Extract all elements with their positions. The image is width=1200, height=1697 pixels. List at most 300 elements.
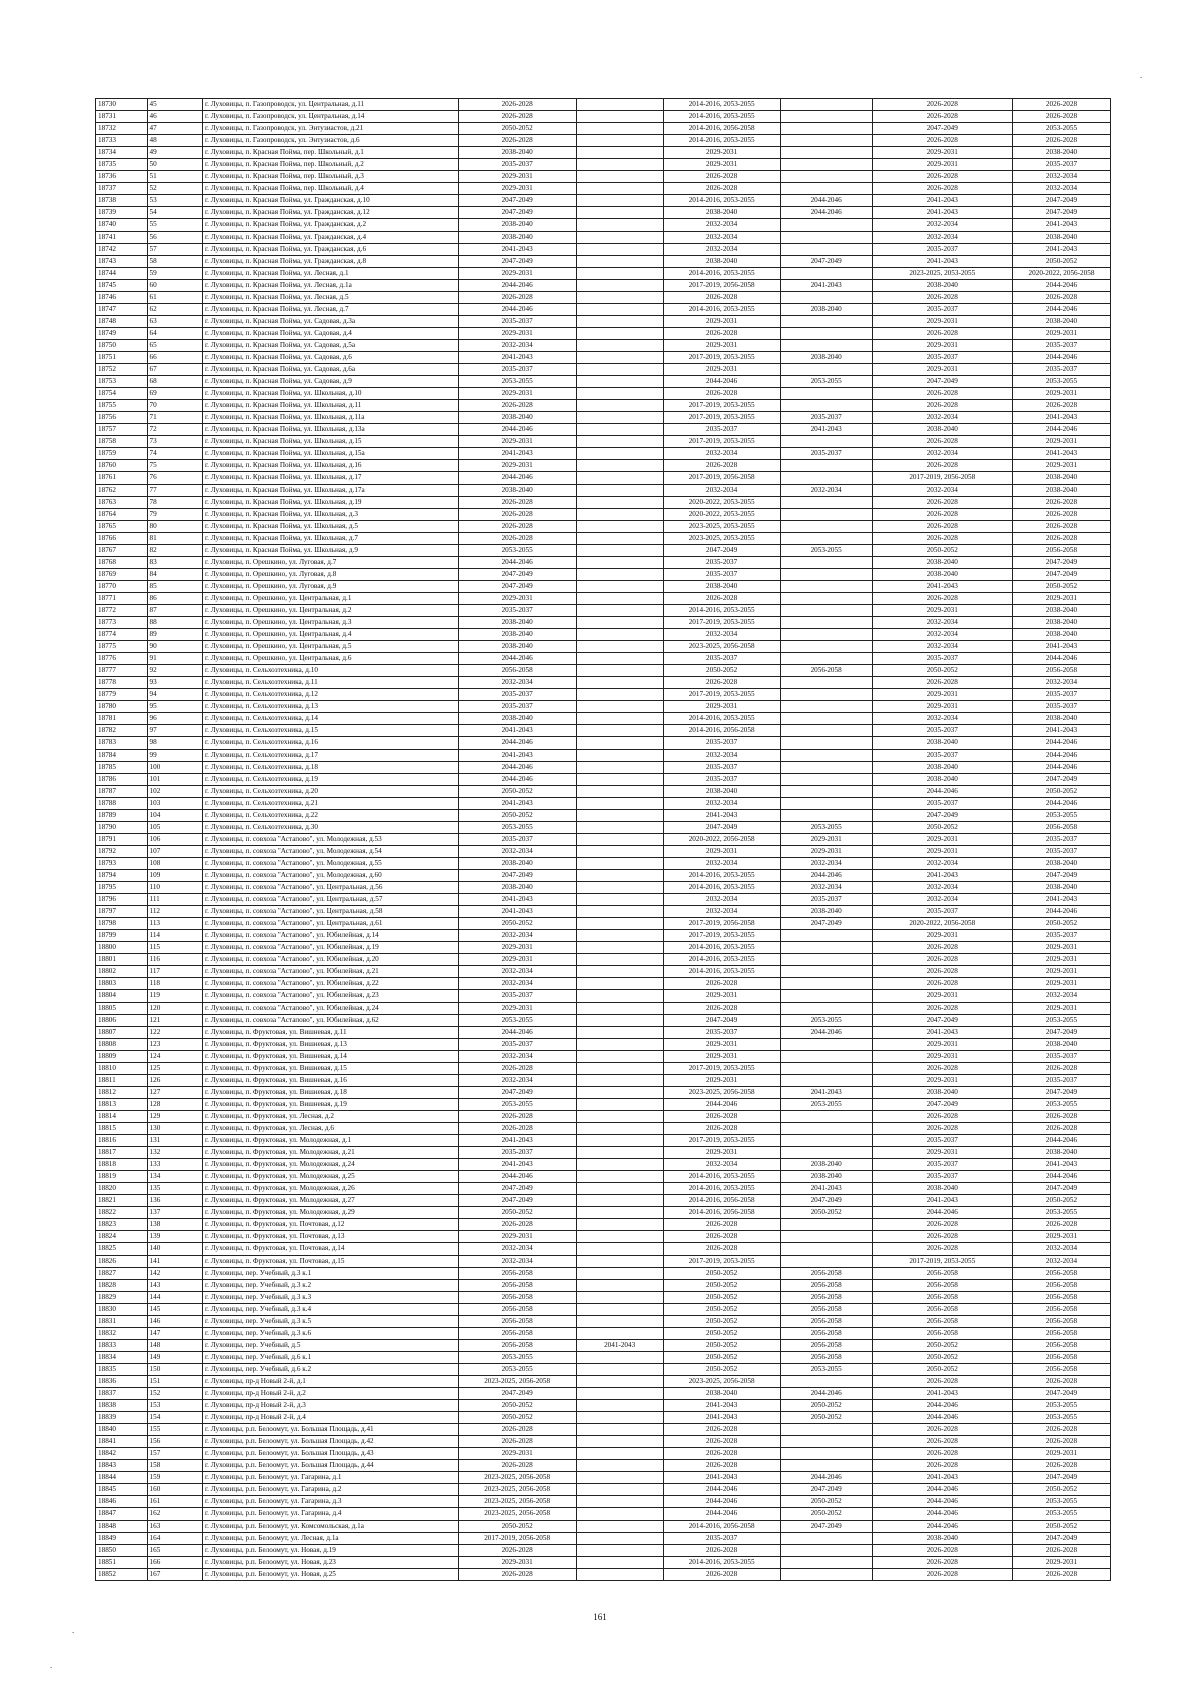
cell-record-id: 18779 <box>96 689 148 701</box>
table-row <box>96 761 1111 773</box>
cell-period-2 <box>576 845 663 857</box>
cell-record-id: 18744 <box>96 267 148 279</box>
cell-period-1: 2026-2028 <box>458 135 576 147</box>
cell-period-2 <box>576 713 663 725</box>
cell-row-number: 152 <box>147 1388 203 1400</box>
cell-period-3: 2050-2052 <box>663 665 780 677</box>
cell-period-4: 2038-2040 <box>780 303 872 315</box>
cell-period-3: 2017-2019, 2053-2055 <box>663 617 780 629</box>
cell-period-1: 2047-2049 <box>458 1388 576 1400</box>
cell-period-6: 2050-2052 <box>1012 1195 1110 1207</box>
cell-record-id: 18734 <box>96 147 148 159</box>
cell-period-5: 2017-2019, 2053-2055 <box>872 1255 1012 1267</box>
cell-period-4 <box>780 171 872 183</box>
cell-row-number: 89 <box>147 629 203 641</box>
cell-period-6: 2026-2028 <box>1012 520 1110 532</box>
cell-period-2 <box>576 99 663 111</box>
cell-period-2 <box>576 966 663 978</box>
cell-row-number: 100 <box>147 761 203 773</box>
cell-period-4: 2041-2043 <box>780 1183 872 1195</box>
cell-period-6: 2047-2049 <box>1012 568 1110 580</box>
cell-period-4 <box>780 990 872 1002</box>
cell-address: г. Луховицы, п. Красная Пойма, ул. Гражданская, д.2 <box>203 219 459 231</box>
cell-row-number: 87 <box>147 604 203 616</box>
table-row <box>96 797 1111 809</box>
table-row <box>96 580 1111 592</box>
cell-period-4 <box>780 580 872 592</box>
cell-period-2 <box>576 123 663 135</box>
cell-period-6: 2050-2052 <box>1012 918 1110 930</box>
cell-row-number: 63 <box>147 315 203 327</box>
cell-row-number: 90 <box>147 641 203 653</box>
cell-period-5: 2038-2040 <box>872 279 1012 291</box>
cell-period-2 <box>576 496 663 508</box>
cell-period-3: 2032-2034 <box>663 243 780 255</box>
cell-record-id: 18823 <box>96 1219 148 1231</box>
cell-record-id: 18803 <box>96 978 148 990</box>
cell-period-4 <box>780 1038 872 1050</box>
cell-period-4 <box>780 1375 872 1387</box>
cell-address: г. Луховицы, п. Фруктовая, ул. Вишневая, д.18 <box>203 1086 459 1098</box>
cell-address: г. Луховицы, п. Сельхозтехника, д.14 <box>203 713 459 725</box>
cell-address: г. Луховицы, п. совхоза "Астапово", ул. Молодежная, д.54 <box>203 845 459 857</box>
cell-address: г. Луховицы, п. Фруктовая, ул. Почтовая, д.13 <box>203 1231 459 1243</box>
cell-period-5: 2056-2058 <box>872 1303 1012 1315</box>
table-row <box>96 544 1111 556</box>
cell-period-1: 2038-2040 <box>458 857 576 869</box>
cell-period-4: 2056-2058 <box>780 1315 872 1327</box>
table-row <box>96 436 1111 448</box>
cell-period-5: 2047-2049 <box>872 123 1012 135</box>
cell-period-1: 2017-2019, 2056-2058 <box>458 1532 576 1544</box>
cell-address: г. Луховицы, п. Фруктовая, ул. Молодежная, д.27 <box>203 1195 459 1207</box>
cell-period-5: 2026-2028 <box>872 496 1012 508</box>
cell-period-4 <box>780 1255 872 1267</box>
cell-row-number: 73 <box>147 436 203 448</box>
cell-period-4: 2044-2046 <box>780 207 872 219</box>
cell-address: г. Луховицы, п. Фруктовая, ул. Молодежная, д.1 <box>203 1135 459 1147</box>
cell-period-4 <box>780 315 872 327</box>
cell-period-6: 2053-2055 <box>1012 1496 1110 1508</box>
cell-record-id: 18741 <box>96 231 148 243</box>
cell-period-6: 2035-2037 <box>1012 159 1110 171</box>
cell-address: г. Луховицы, п. Красная Пойма, ул. Садовая, д.4 <box>203 327 459 339</box>
cell-period-4: 2047-2049 <box>780 1484 872 1496</box>
table-row <box>96 351 1111 363</box>
cell-record-id: 18749 <box>96 327 148 339</box>
cell-period-4: 2056-2058 <box>780 1339 872 1351</box>
cell-period-4 <box>780 267 872 279</box>
cell-address: г. Луховицы, п. Сельхозтехника, д.21 <box>203 797 459 809</box>
cell-period-3: 2026-2028 <box>663 1544 780 1556</box>
cell-period-5: 2026-2028 <box>872 327 1012 339</box>
cell-period-6: 2035-2037 <box>1012 701 1110 713</box>
cell-period-6: 2026-2028 <box>1012 1110 1110 1122</box>
cell-period-3: 2032-2034 <box>663 906 780 918</box>
cell-period-6: 2029-2031 <box>1012 592 1110 604</box>
cell-period-6: 2035-2037 <box>1012 845 1110 857</box>
cell-record-id: 18819 <box>96 1171 148 1183</box>
cell-period-1: 2047-2049 <box>458 1086 576 1098</box>
cell-address: г. Луховицы, п. Фруктовая, ул. Лесная, д.6 <box>203 1122 459 1134</box>
cell-row-number: 132 <box>147 1147 203 1159</box>
cell-row-number: 66 <box>147 351 203 363</box>
cell-row-number: 99 <box>147 749 203 761</box>
cell-period-5: 2032-2034 <box>872 484 1012 496</box>
cell-period-3: 2014-2016, 2056-2058 <box>663 1520 780 1532</box>
cell-record-id: 18762 <box>96 484 148 496</box>
table-row <box>96 1460 1111 1472</box>
cell-period-3: 2014-2016, 2053-2055 <box>663 882 780 894</box>
cell-period-4 <box>780 749 872 761</box>
cell-period-6: 2026-2028 <box>1012 1122 1110 1134</box>
table-row <box>96 1400 1111 1412</box>
cell-period-3: 2035-2037 <box>663 424 780 436</box>
cell-period-5: 2026-2028 <box>872 183 1012 195</box>
table-row <box>96 1532 1111 1544</box>
cell-period-4 <box>780 123 872 135</box>
cell-period-4: 2056-2058 <box>780 1267 872 1279</box>
cell-record-id: 18739 <box>96 207 148 219</box>
cell-period-6: 2041-2043 <box>1012 412 1110 424</box>
cell-period-3: 2029-2031 <box>663 147 780 159</box>
cell-period-3: 2017-2019, 2053-2055 <box>663 1255 780 1267</box>
table-row <box>96 400 1111 412</box>
cell-period-5: 2032-2034 <box>872 448 1012 460</box>
cell-row-number: 151 <box>147 1375 203 1387</box>
cell-period-5: 2044-2046 <box>872 1484 1012 1496</box>
cell-record-id: 18795 <box>96 882 148 894</box>
cell-row-number: 141 <box>147 1255 203 1267</box>
cell-period-4 <box>780 1110 872 1122</box>
cell-period-4: 2050-2052 <box>780 1207 872 1219</box>
cell-period-3: 2029-2031 <box>663 1074 780 1086</box>
cell-period-5: 2026-2028 <box>872 508 1012 520</box>
cell-period-2 <box>576 279 663 291</box>
cell-period-1: 2044-2046 <box>458 303 576 315</box>
cell-period-6: 2038-2040 <box>1012 857 1110 869</box>
cell-record-id: 18840 <box>96 1424 148 1436</box>
cell-period-6: 2047-2049 <box>1012 1388 1110 1400</box>
cell-record-id: 18833 <box>96 1339 148 1351</box>
cell-period-3: 2038-2040 <box>663 785 780 797</box>
cell-address: г. Луховицы, п. Красная Пойма, ул. Садовая, д.6 <box>203 351 459 363</box>
cell-period-1: 2044-2046 <box>458 1171 576 1183</box>
cell-period-5: 2026-2028 <box>872 171 1012 183</box>
cell-record-id: 18774 <box>96 629 148 641</box>
cell-period-5: 2056-2058 <box>872 1267 1012 1279</box>
cell-period-2 <box>576 1496 663 1508</box>
table-row <box>96 1568 1111 1580</box>
cell-period-2 <box>576 870 663 882</box>
cell-period-6: 2047-2049 <box>1012 1183 1110 1195</box>
cell-address: г. Луховицы, п. Сельхозтехника, д.12 <box>203 689 459 701</box>
cell-period-5: 2035-2037 <box>872 906 1012 918</box>
cell-period-6: 2044-2046 <box>1012 653 1110 665</box>
cell-row-number: 133 <box>147 1159 203 1171</box>
cell-period-6: 2056-2058 <box>1012 1363 1110 1375</box>
cell-period-3: 2026-2028 <box>663 1436 780 1448</box>
cell-period-3: 2029-2031 <box>663 1050 780 1062</box>
cell-record-id: 18836 <box>96 1375 148 1387</box>
cell-period-6: 2038-2040 <box>1012 617 1110 629</box>
cell-period-6: 2041-2043 <box>1012 219 1110 231</box>
cell-period-6: 2029-2031 <box>1012 460 1110 472</box>
cell-record-id: 18839 <box>96 1412 148 1424</box>
cell-address: г. Луховицы, п. Фруктовая, ул. Вишневая, д.16 <box>203 1074 459 1086</box>
cell-period-3: 2026-2028 <box>663 677 780 689</box>
cell-address: г. Луховицы, п. Фруктовая, ул. Почтовая, д.14 <box>203 1243 459 1255</box>
cell-period-2 <box>576 857 663 869</box>
cell-row-number: 72 <box>147 424 203 436</box>
cell-period-5: 2056-2058 <box>872 1327 1012 1339</box>
cell-row-number: 140 <box>147 1243 203 1255</box>
cell-period-1: 2029-2031 <box>458 942 576 954</box>
cell-period-3: 2032-2034 <box>663 484 780 496</box>
cell-period-5: 2044-2046 <box>872 1520 1012 1532</box>
cell-period-2 <box>576 1002 663 1014</box>
cell-record-id: 18828 <box>96 1279 148 1291</box>
cell-record-id: 18844 <box>96 1472 148 1484</box>
cell-period-4: 2038-2040 <box>780 1171 872 1183</box>
cell-period-3: 2032-2034 <box>663 749 780 761</box>
cell-period-3: 2014-2016, 2053-2055 <box>663 713 780 725</box>
cell-period-3: 2029-2031 <box>663 339 780 351</box>
cell-period-2 <box>576 930 663 942</box>
cell-row-number: 139 <box>147 1231 203 1243</box>
cell-period-3: 2026-2028 <box>663 1424 780 1436</box>
cell-period-5: 2029-2031 <box>872 689 1012 701</box>
cell-period-5: 2050-2052 <box>872 1351 1012 1363</box>
cell-record-id: 18821 <box>96 1195 148 1207</box>
table-row <box>96 1339 1111 1351</box>
cell-period-2: 2041-2043 <box>576 1339 663 1351</box>
cell-period-6: 2047-2049 <box>1012 1026 1110 1038</box>
cell-address: г. Луховицы, пр-д Новый 2-й, д.3 <box>203 1400 459 1412</box>
cell-period-2 <box>576 1508 663 1520</box>
cell-period-2 <box>576 388 663 400</box>
cell-period-5: 2029-2031 <box>872 315 1012 327</box>
cell-record-id: 18847 <box>96 1508 148 1520</box>
cell-period-4 <box>780 677 872 689</box>
cell-period-3: 2014-2016, 2053-2055 <box>663 135 780 147</box>
cell-row-number: 92 <box>147 665 203 677</box>
cell-period-1: 2041-2043 <box>458 894 576 906</box>
cell-record-id: 18784 <box>96 749 148 761</box>
table-row <box>96 906 1111 918</box>
cell-period-2 <box>576 906 663 918</box>
cell-period-6: 2035-2037 <box>1012 339 1110 351</box>
cell-period-2 <box>576 1279 663 1291</box>
cell-period-3: 2029-2031 <box>663 845 780 857</box>
cell-period-5: 2026-2028 <box>872 1243 1012 1255</box>
cell-period-3: 2026-2028 <box>663 1122 780 1134</box>
cell-period-2 <box>576 315 663 327</box>
cell-period-1: 2044-2046 <box>458 653 576 665</box>
cell-address: г. Луховицы, п. совхоза "Астапово", ул. Центральная, д.58 <box>203 906 459 918</box>
cell-address: г. Луховицы, п. Красная Пойма, ул. Лесная, д.1а <box>203 279 459 291</box>
cell-address: г. Луховицы, р.п. Белоомут, ул. Большая Площадь, д.44 <box>203 1460 459 1472</box>
cell-period-3: 2035-2037 <box>663 653 780 665</box>
cell-period-1: 2041-2043 <box>458 1159 576 1171</box>
cell-address: г. Луховицы, п. Орешкино, ул. Луговая, д.7 <box>203 556 459 568</box>
cell-address: г. Луховицы, п. Красная Пойма, ул. Школьная, д.3 <box>203 508 459 520</box>
cell-record-id: 18766 <box>96 532 148 544</box>
cell-address: г. Луховицы, п. Красная Пойма, пер. Школьный, д.2 <box>203 159 459 171</box>
cell-period-2 <box>576 1424 663 1436</box>
cell-record-id: 18831 <box>96 1315 148 1327</box>
cell-period-5: 2032-2034 <box>872 412 1012 424</box>
cell-row-number: 127 <box>147 1086 203 1098</box>
cell-period-2 <box>576 592 663 604</box>
cell-row-number: 130 <box>147 1122 203 1134</box>
cell-period-1: 2026-2028 <box>458 496 576 508</box>
cell-period-3: 2026-2028 <box>663 1568 780 1580</box>
cell-period-5: 2026-2028 <box>872 1448 1012 1460</box>
cell-period-5: 2041-2043 <box>872 870 1012 882</box>
cell-period-1: 2032-2034 <box>458 978 576 990</box>
cell-record-id: 18752 <box>96 364 148 376</box>
cell-row-number: 79 <box>147 508 203 520</box>
table-row <box>96 978 1111 990</box>
cell-row-number: 165 <box>147 1544 203 1556</box>
cell-period-4 <box>780 942 872 954</box>
cell-address: г. Луховицы, п. Красная Пойма, ул. Школьная, д.17а <box>203 484 459 496</box>
cell-period-3: 2041-2043 <box>663 809 780 821</box>
cell-row-number: 77 <box>147 484 203 496</box>
table-row <box>96 1147 1111 1159</box>
cell-address: г. Луховицы, п. Фруктовая, ул. Почтовая, д.15 <box>203 1255 459 1267</box>
cell-period-2 <box>576 472 663 484</box>
cell-period-4 <box>780 243 872 255</box>
cell-record-id: 18830 <box>96 1303 148 1315</box>
cell-record-id: 18808 <box>96 1038 148 1050</box>
cell-address: г. Луховицы, п. совхоза "Астапово", ул. Юбилейная, д.24 <box>203 1002 459 1014</box>
cell-row-number: 59 <box>147 267 203 279</box>
cell-row-number: 48 <box>147 135 203 147</box>
cell-period-6: 2050-2052 <box>1012 255 1110 267</box>
cell-period-3: 2035-2037 <box>663 568 780 580</box>
cell-record-id: 18770 <box>96 580 148 592</box>
cell-period-2 <box>576 195 663 207</box>
cell-row-number: 84 <box>147 568 203 580</box>
cell-period-3: 2050-2052 <box>663 1303 780 1315</box>
cell-row-number: 97 <box>147 725 203 737</box>
cell-period-3: 2014-2016, 2053-2055 <box>663 195 780 207</box>
cell-row-number: 155 <box>147 1424 203 1436</box>
cell-period-4 <box>780 364 872 376</box>
cell-period-3: 2014-2016, 2053-2055 <box>663 1171 780 1183</box>
table-row <box>96 1195 1111 1207</box>
cell-period-2 <box>576 159 663 171</box>
cell-period-2 <box>576 990 663 1002</box>
cell-record-id: 18817 <box>96 1147 148 1159</box>
cell-record-id: 18800 <box>96 942 148 954</box>
table-row <box>96 1183 1111 1195</box>
cell-row-number: 153 <box>147 1400 203 1412</box>
cell-period-4 <box>780 785 872 797</box>
cell-period-3: 2035-2037 <box>663 556 780 568</box>
cell-period-3: 2047-2049 <box>663 821 780 833</box>
cell-period-2 <box>576 773 663 785</box>
cell-period-4 <box>780 592 872 604</box>
table-row <box>96 677 1111 689</box>
table-row <box>96 207 1111 219</box>
cell-period-3: 2017-2019, 2053-2055 <box>663 689 780 701</box>
cell-period-4: 2044-2046 <box>780 1472 872 1484</box>
cell-period-5: 2050-2052 <box>872 544 1012 556</box>
cell-record-id: 18785 <box>96 761 148 773</box>
cell-period-3: 2032-2034 <box>663 629 780 641</box>
table-row <box>96 135 1111 147</box>
cell-address: г. Луховицы, п. Орешкино, ул. Центральная, д.6 <box>203 653 459 665</box>
cell-period-5: 2044-2046 <box>872 1508 1012 1520</box>
cell-period-2 <box>576 1159 663 1171</box>
table-row <box>96 219 1111 231</box>
cell-period-4 <box>780 1147 872 1159</box>
cell-period-6: 2038-2040 <box>1012 629 1110 641</box>
cell-period-3: 2038-2040 <box>663 207 780 219</box>
cell-period-4 <box>780 159 872 171</box>
cell-period-1: 2038-2040 <box>458 629 576 641</box>
cell-record-id: 18743 <box>96 255 148 267</box>
cell-period-5: 2029-2031 <box>872 604 1012 616</box>
cell-row-number: 148 <box>147 1339 203 1351</box>
cell-period-3: 2050-2052 <box>663 1279 780 1291</box>
cell-period-6: 2029-2031 <box>1012 954 1110 966</box>
cell-address: г. Луховицы, пер. Учебный, д.3 к.5 <box>203 1315 459 1327</box>
cell-row-number: 135 <box>147 1183 203 1195</box>
cell-period-5: 2026-2028 <box>872 1424 1012 1436</box>
cell-period-4 <box>780 1544 872 1556</box>
cell-row-number: 45 <box>147 99 203 111</box>
cell-period-6: 2053-2055 <box>1012 1400 1110 1412</box>
cell-period-5: 2029-2031 <box>872 701 1012 713</box>
table-row <box>96 1315 1111 1327</box>
cell-period-5: 2038-2040 <box>872 737 1012 749</box>
cell-period-6: 2035-2037 <box>1012 1074 1110 1086</box>
cell-period-6: 2026-2028 <box>1012 508 1110 520</box>
cell-address: г. Луховицы, п. Красная Пойма, ул. Гражданская, д.4 <box>203 231 459 243</box>
cell-address: г. Луховицы, п. Красная Пойма, ул. Гражданская, д.6 <box>203 243 459 255</box>
cell-period-4 <box>780 966 872 978</box>
cell-period-2 <box>576 111 663 123</box>
document-page <box>95 98 1111 1581</box>
cell-period-6: 2032-2034 <box>1012 171 1110 183</box>
cell-address: г. Луховицы, п. Фруктовая, ул. Лесная, д.2 <box>203 1110 459 1122</box>
cell-period-3: 2044-2046 <box>663 1484 780 1496</box>
cell-period-3: 2041-2043 <box>663 1472 780 1484</box>
cell-address: г. Луховицы, п. Красная Пойма, ул. Школьная, д.11а <box>203 412 459 424</box>
cell-period-6: 2053-2055 <box>1012 1412 1110 1424</box>
table-row <box>96 1110 1111 1122</box>
cell-period-6: 2041-2043 <box>1012 243 1110 255</box>
cell-period-2 <box>576 954 663 966</box>
cell-period-4: 2053-2055 <box>780 821 872 833</box>
cell-record-id: 18737 <box>96 183 148 195</box>
cell-record-id: 18807 <box>96 1026 148 1038</box>
cell-row-number: 159 <box>147 1472 203 1484</box>
cell-period-3: 2026-2028 <box>663 1460 780 1472</box>
cell-period-6: 2026-2028 <box>1012 1219 1110 1231</box>
table-row <box>96 653 1111 665</box>
table-row <box>96 472 1111 484</box>
table-row <box>96 1038 1111 1050</box>
cell-row-number: 154 <box>147 1412 203 1424</box>
cell-address: г. Луховицы, п. Красная Пойма, ул. Школьная, д.13а <box>203 424 459 436</box>
cell-period-5: 2041-2043 <box>872 580 1012 592</box>
cell-period-1: 2047-2049 <box>458 568 576 580</box>
